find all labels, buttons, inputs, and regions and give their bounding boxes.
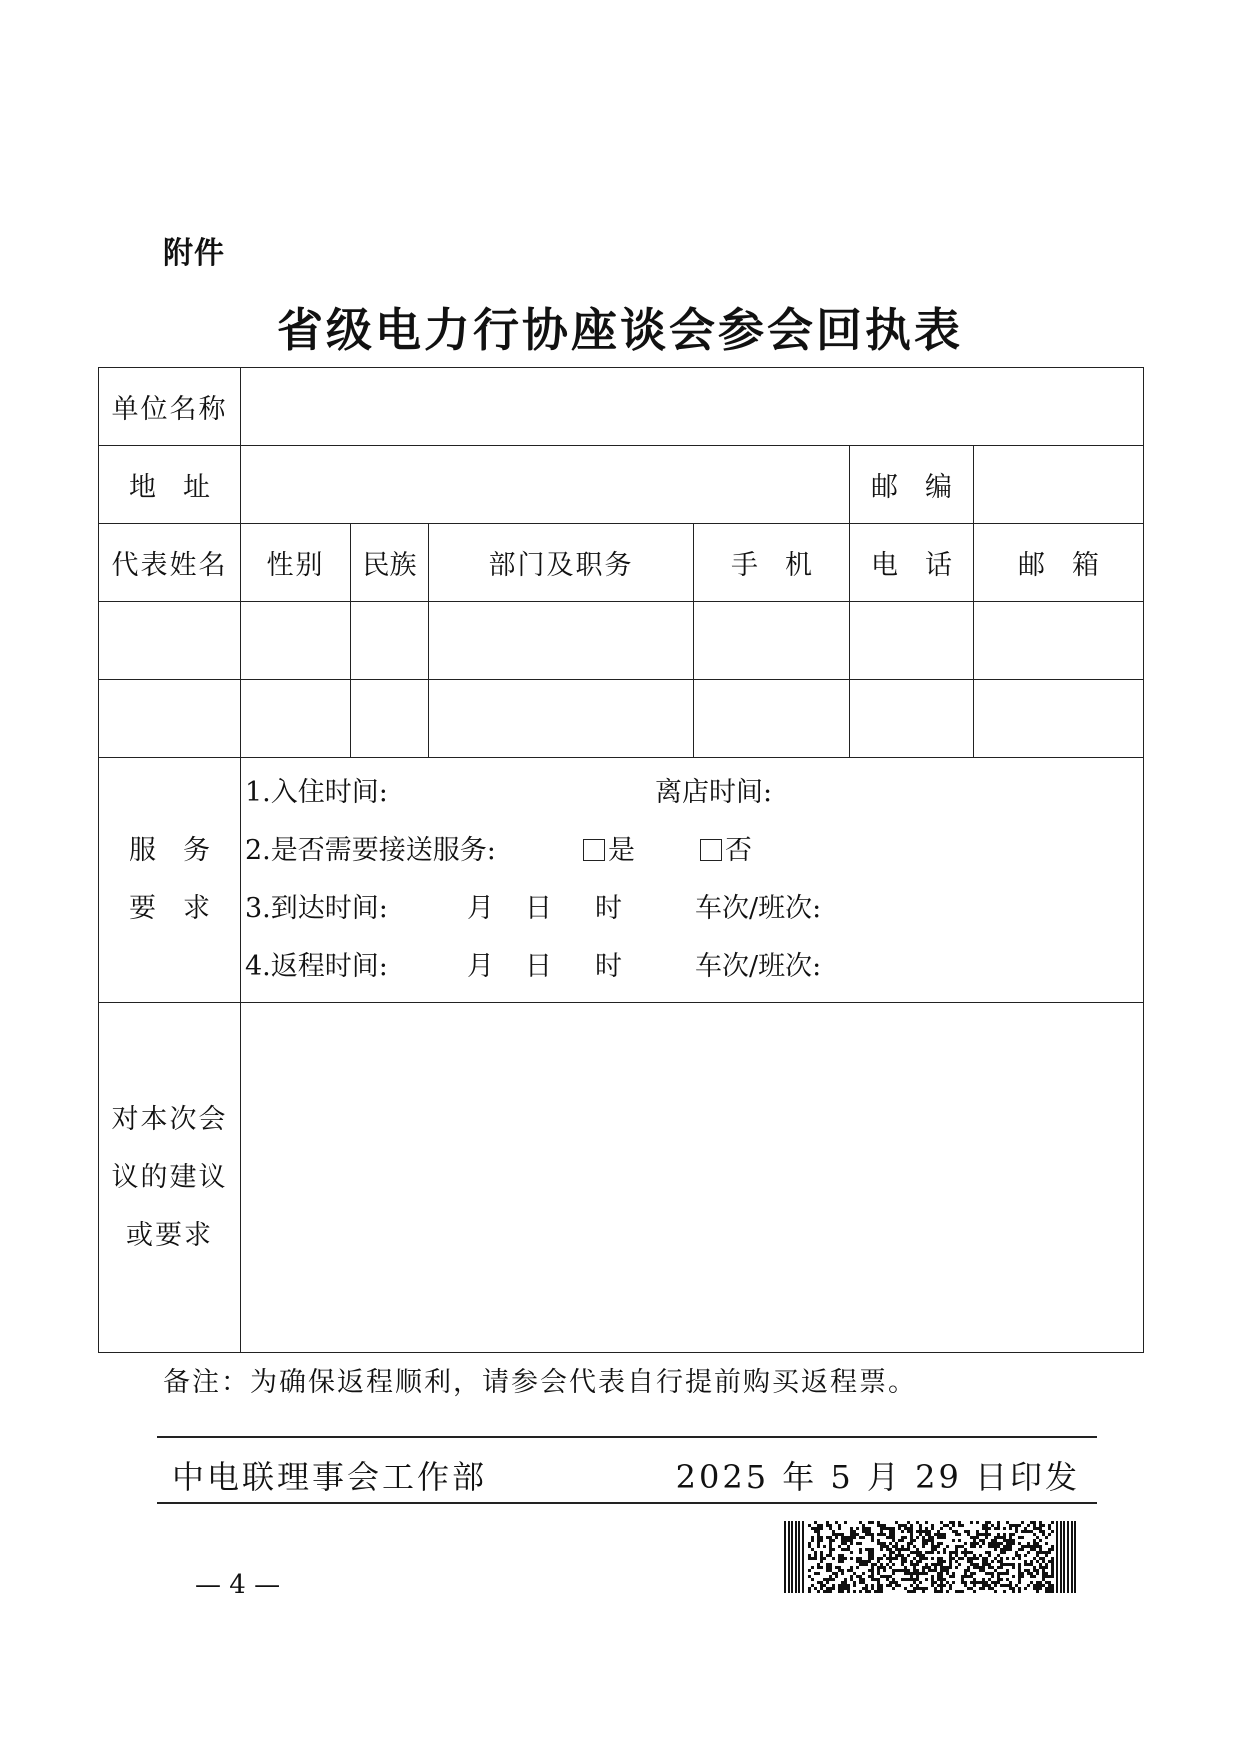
return-month: 月 bbox=[467, 951, 494, 982]
service-row bbox=[99, 758, 1144, 1003]
service-label-line2: 要 求 bbox=[129, 893, 210, 924]
suggestion-label-line1: 对本次会 bbox=[111, 1103, 228, 1135]
arrival-train-label: 车次/班次: bbox=[695, 893, 822, 924]
checkbox-icon[interactable] bbox=[700, 839, 722, 861]
address-row bbox=[99, 446, 1144, 524]
col-email: 邮 箱 bbox=[974, 524, 1144, 602]
email-cell[interactable] bbox=[974, 602, 1144, 680]
issuer-name: 中电联理事会工作部 bbox=[172, 1458, 488, 1496]
delegate-name-cell[interactable] bbox=[99, 680, 241, 758]
arrival-label: 3.到达时间: bbox=[245, 893, 388, 924]
col-phone: 电 话 bbox=[850, 524, 974, 602]
department-cell[interactable] bbox=[429, 680, 694, 758]
address-field[interactable] bbox=[241, 446, 850, 524]
pickup-no-option[interactable] bbox=[700, 822, 752, 880]
col-ethnicity: 民族 bbox=[351, 524, 429, 602]
service-label bbox=[99, 758, 241, 1003]
suggestion-label-line2: 议的建议 bbox=[111, 1161, 228, 1193]
phone-cell[interactable] bbox=[850, 680, 974, 758]
service-details bbox=[241, 758, 1144, 1003]
return-line bbox=[245, 938, 1143, 996]
unit-name-row bbox=[99, 368, 1144, 446]
mobile-cell[interactable] bbox=[694, 680, 850, 758]
pickup-no-label: 否 bbox=[725, 835, 752, 866]
phone-cell[interactable] bbox=[850, 602, 974, 680]
checkin-line bbox=[245, 764, 1143, 822]
arrival-hour: 时 bbox=[595, 893, 622, 924]
return-day: 日 bbox=[525, 951, 552, 982]
page-number: — 4 — bbox=[195, 1570, 281, 1600]
service-label-line1: 服 务 bbox=[129, 835, 210, 866]
delegate-row bbox=[99, 680, 1144, 758]
department-cell[interactable] bbox=[429, 602, 694, 680]
checkbox-icon[interactable] bbox=[583, 839, 605, 861]
col-delegate-name: 代表姓名 bbox=[99, 524, 241, 602]
gender-cell[interactable] bbox=[241, 680, 351, 758]
unit-name-label: 单位名称 bbox=[99, 368, 241, 446]
form-title: 省级电力行协座谈会参会回执表 bbox=[277, 303, 963, 357]
arrival-line bbox=[245, 880, 1143, 938]
pickup-label: 2.是否需要接送服务: bbox=[245, 835, 496, 866]
column-header-row bbox=[99, 524, 1144, 602]
col-mobile: 手 机 bbox=[694, 524, 850, 602]
postcode-label: 邮 编 bbox=[850, 446, 974, 524]
barcode-icon bbox=[784, 1521, 1077, 1593]
pickup-yes-label: 是 bbox=[608, 835, 635, 866]
suggestion-row bbox=[99, 1003, 1144, 1353]
ethnicity-cell[interactable] bbox=[351, 680, 429, 758]
gender-cell[interactable] bbox=[241, 602, 351, 680]
ethnicity-cell[interactable] bbox=[351, 602, 429, 680]
footer-bottom-rule bbox=[157, 1502, 1097, 1504]
suggestion-label bbox=[99, 1003, 241, 1353]
footer-top-rule bbox=[157, 1436, 1097, 1438]
pickup-line bbox=[245, 822, 1143, 880]
pickup-yes-option[interactable] bbox=[583, 822, 635, 880]
mobile-cell[interactable] bbox=[694, 602, 850, 680]
postcode-field[interactable] bbox=[974, 446, 1144, 524]
return-train-label: 车次/班次: bbox=[695, 951, 822, 982]
col-gender: 性别 bbox=[241, 524, 351, 602]
remark-note: 备注：为确保返程顺利，请参会代表自行提前购买返程票。 bbox=[163, 1367, 917, 1398]
issue-date: 2025 年 5 月 29 日印发 bbox=[675, 1458, 1080, 1496]
delegate-name-cell[interactable] bbox=[99, 602, 241, 680]
col-department-position: 部门及职务 bbox=[429, 524, 694, 602]
arrival-day: 日 bbox=[525, 893, 552, 924]
address-label: 地 址 bbox=[99, 446, 241, 524]
delegate-row bbox=[99, 602, 1144, 680]
attachment-label: 附件 bbox=[163, 236, 225, 271]
suggestion-field[interactable] bbox=[241, 1003, 1144, 1353]
email-cell[interactable] bbox=[974, 680, 1144, 758]
arrival-month: 月 bbox=[467, 893, 494, 924]
unit-name-field[interactable] bbox=[241, 368, 1144, 446]
suggestion-label-line3: 或要求 bbox=[126, 1219, 213, 1251]
return-label: 4.返程时间: bbox=[245, 951, 388, 982]
return-hour: 时 bbox=[595, 951, 622, 982]
checkin-label: 1.入住时间: bbox=[245, 777, 388, 808]
registration-form-table bbox=[98, 367, 1144, 1353]
checkout-label: 离店时间: bbox=[655, 777, 773, 808]
